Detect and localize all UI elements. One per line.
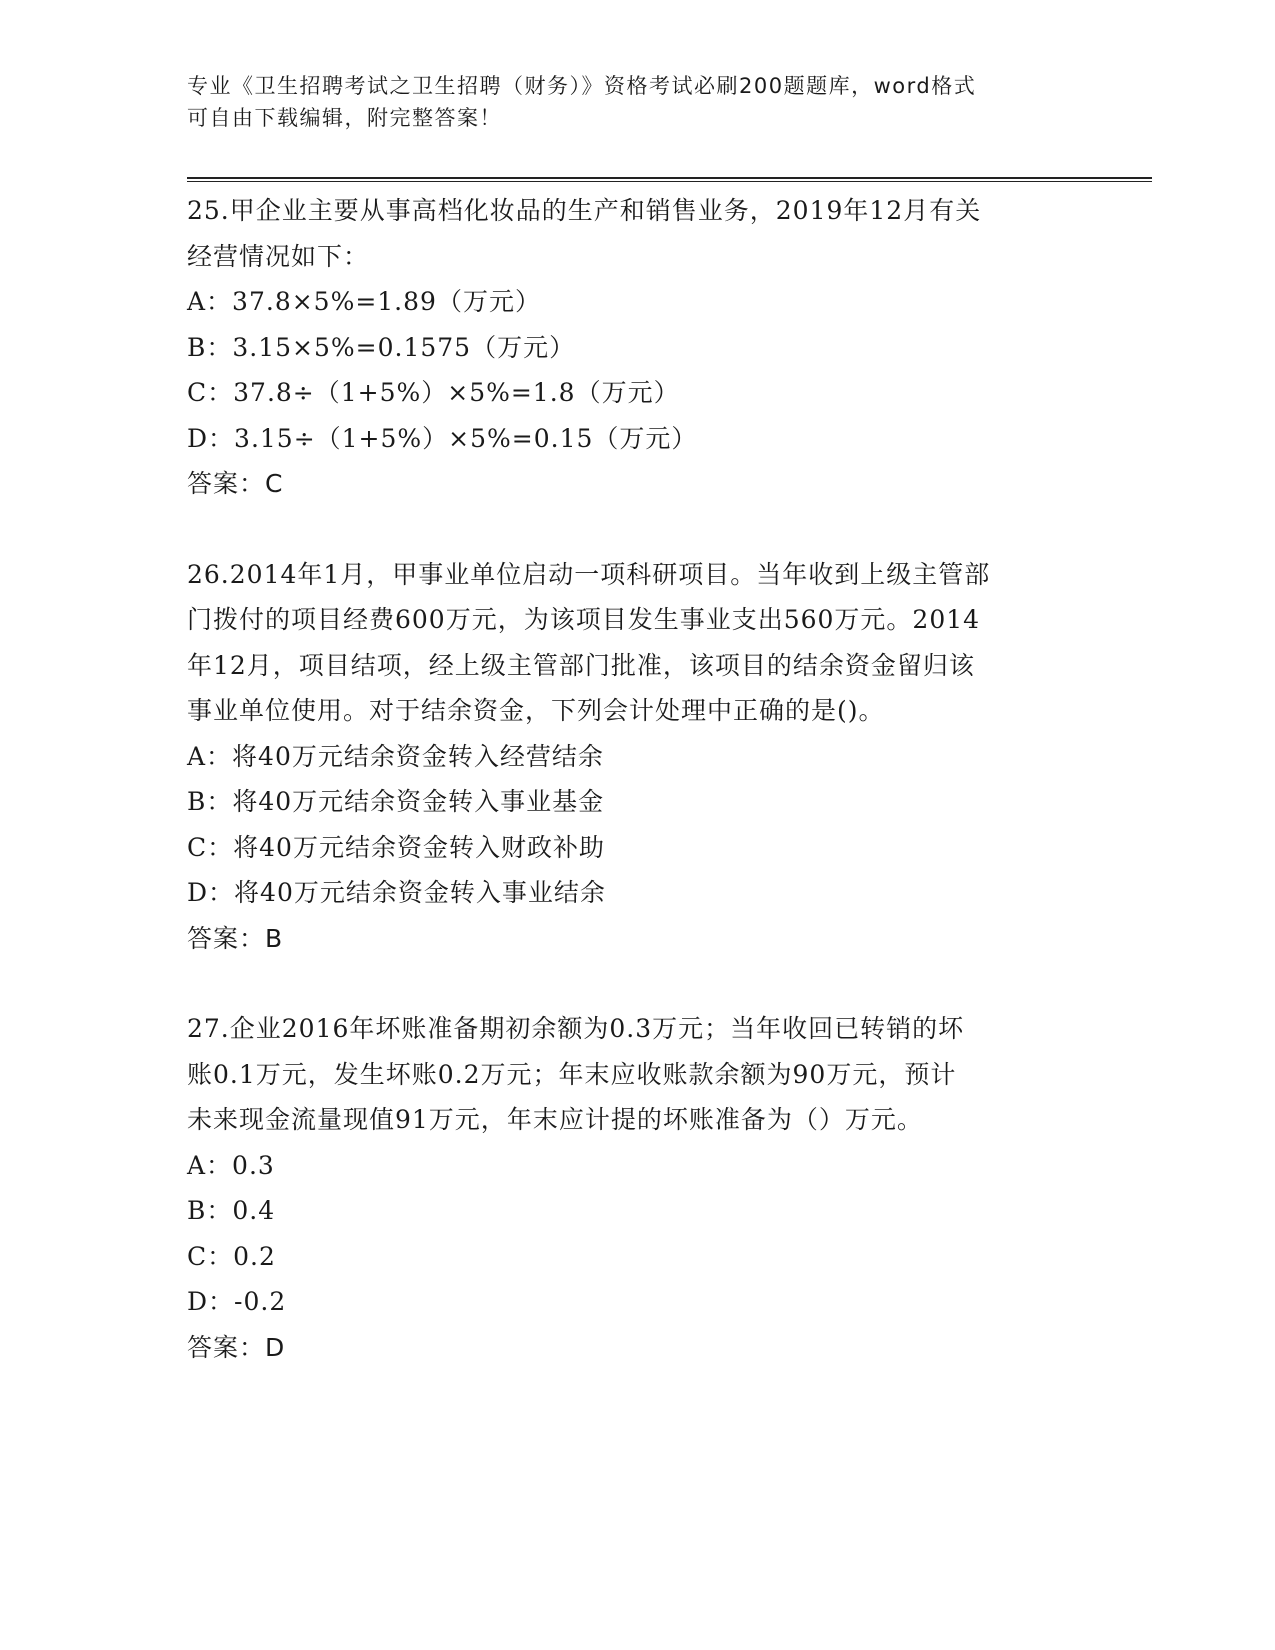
header-divider-thick — [187, 177, 1152, 179]
spacer — [187, 961, 1087, 1006]
question-stem-line: 经营情况如下： — [187, 241, 370, 271]
question-stem-line: 门拨付的项目经费600万元，为该项目发生事业支出560万元。2014 — [187, 605, 981, 634]
spacer — [187, 507, 1087, 552]
option-b: B：0.4 — [187, 1196, 276, 1225]
header-divider-thin — [187, 181, 1152, 182]
option-a: A：37.8×5%=1.89（万元） — [187, 287, 541, 316]
answer-label: 答案：B — [187, 923, 284, 953]
question-stem-line: 25.甲企业主要从事高档化妆品的生产和销售业务，2019年12月有关 — [187, 196, 982, 225]
header-line-1: 专业《卫生招聘考试之卫生招聘（财务）》资格考试必刷200题题库，word格式 — [187, 74, 977, 98]
option-a: A：0.3 — [187, 1150, 275, 1180]
question-stem-line: 事业单位使用。对于结余资金，下列会计处理中正确的是()。 — [187, 696, 885, 725]
option-a: A：将40万元结余资金转入经营结余 — [187, 741, 604, 771]
question-stem-line: 账0.1万元，发生坏账0.2万元；年末应收账款余额为90万元，预计 — [187, 1059, 957, 1089]
option-c: C：将40万元结余资金转入财政补助 — [187, 832, 605, 862]
header-line-2: 可自由下载编辑，附完整答案！ — [187, 106, 502, 130]
question-stem-line: 年12月，项目结项，经上级主管部门批准，该项目的结余资金留归该 — [187, 650, 975, 680]
question-stem-line: 26.2014年1月，甲事业单位启动一项科研项目。当年收到上级主管部 — [187, 559, 991, 589]
question-25 — [187, 188, 1087, 507]
question-stem-line: 27.企业2016年坏账准备期初余额为0.3万元；当年收回已转销的坏 — [187, 1014, 965, 1043]
document-header — [187, 70, 1087, 134]
option-b: B：3.15×5%=0.1575（万元） — [187, 332, 576, 362]
answer-label: 答案：D — [187, 1332, 286, 1362]
option-d: D：将40万元结余资金转入事业结余 — [187, 878, 606, 907]
question-27 — [187, 1006, 1087, 1370]
question-list — [187, 188, 1087, 1370]
question-stem-line: 未来现金流量现值91万元，年末应计提的坏账准备为（）万元。 — [187, 1105, 923, 1134]
option-c: C：37.8÷（1+5%）×5%=1.8（万元） — [187, 378, 680, 407]
option-b: B：将40万元结余资金转入事业基金 — [187, 787, 605, 816]
option-c: C：0.2 — [187, 1241, 276, 1271]
answer-label: 答案：C — [187, 469, 284, 498]
option-d: D：-0.2 — [187, 1287, 287, 1316]
option-d: D：3.15÷（1+5%）×5%=0.15（万元） — [187, 423, 698, 453]
question-26 — [187, 552, 1087, 962]
